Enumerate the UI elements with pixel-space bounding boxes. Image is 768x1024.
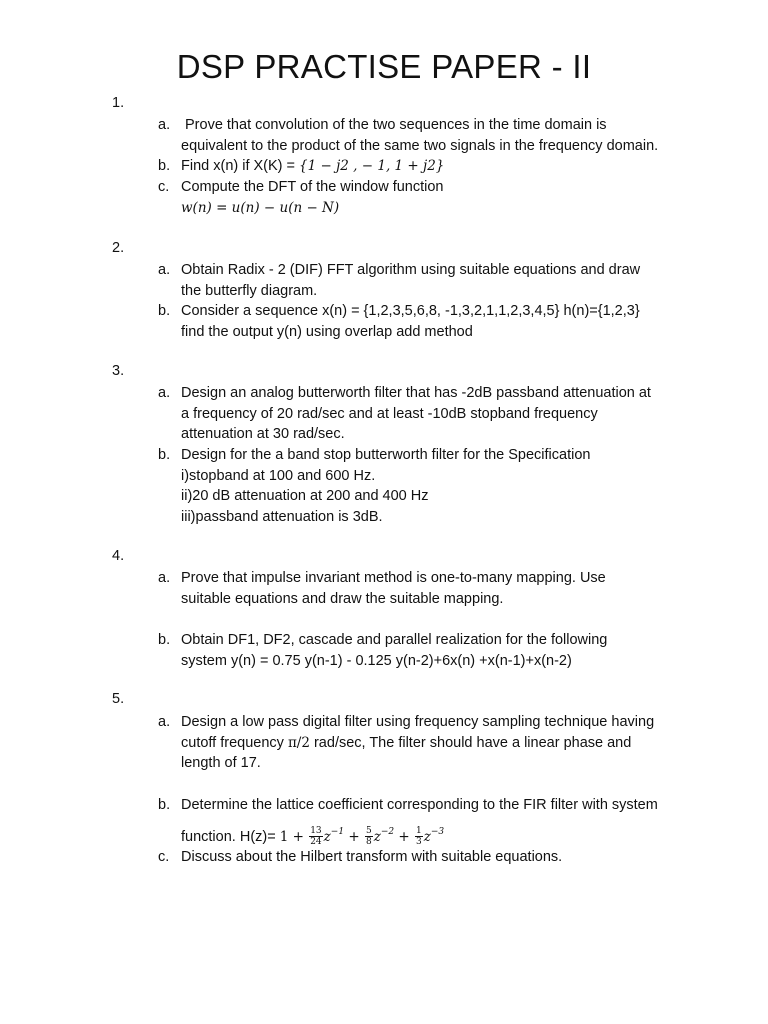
- item-line: Discuss about the Hilbert transform with suitable equations.: [181, 849, 563, 865]
- page-title: DSP PRACTISE PAPER - II: [176, 48, 592, 85]
- question-1c: [158, 177, 698, 218]
- question-4a: [158, 568, 698, 609]
- item-line: i)stopband at 100 and 600 Hz.: [181, 467, 376, 484]
- math-term: z: [373, 828, 381, 845]
- item-text: Find x(n) if X(K) =: [181, 158, 300, 174]
- math-expression: π/2: [287, 734, 310, 751]
- item-line: Prove that convolution of the two sequences in the time domain is: [185, 117, 607, 133]
- item-line: find the output y(n) using overlap add method: [181, 323, 473, 340]
- math-term: 1 +: [279, 828, 309, 845]
- item-letter: a.: [158, 262, 171, 278]
- item-line: Obtain Radix - 2 (DIF) FFT algorithm using suitable equations and draw: [181, 262, 641, 278]
- item-line: Obtain DF1, DF2, cascade and parallel realization for the following: [181, 632, 608, 648]
- item-letter: a.: [158, 117, 171, 133]
- item-line: [181, 733, 698, 754]
- fraction: $\frac{1}{3}$: [416, 826, 422, 848]
- question-2a: [158, 260, 698, 301]
- item-line: Design a low pass digital filter using frequency sampling technique having: [181, 714, 655, 730]
- item-line: Design for the a band stop butterworth filter for the Specification: [181, 447, 591, 463]
- item-line: ii)20 dB attenuation at 200 and 400 Hz: [181, 488, 429, 505]
- question-5b: [158, 795, 698, 849]
- math-term: +: [344, 828, 364, 845]
- fraction: $\frac{13}{24}$: [310, 826, 322, 848]
- item-letter: b.: [158, 797, 171, 813]
- exponent: −2: [380, 826, 395, 837]
- question-3b: [158, 445, 698, 527]
- item-line: suitable equations and draw the suitable mapping.: [181, 590, 504, 607]
- item-line: system y(n) = 0.75 y(n-1) - 0.125 y(n-2)+6x(n) +x(n-1)+x(n-2): [181, 652, 572, 669]
- item-letter: b.: [158, 303, 171, 319]
- question-5a: [158, 712, 698, 774]
- item-line: Consider a sequence x(n) = {1,2,3,5,6,8, -1,3,2,1,1,2,3,4,5} h(n)={1,2,3}: [181, 303, 640, 319]
- item-line: Determine the lattice coefficient corresponding to the FIR filter with system: [181, 797, 658, 813]
- question-1b: [158, 156, 698, 177]
- item-line: length of 17.: [181, 755, 261, 772]
- item-line: [181, 156, 698, 177]
- question-4b: [158, 630, 698, 671]
- question-1a: [158, 115, 698, 156]
- item-letter: a.: [158, 714, 171, 730]
- item-line: attenuation at 30 rad/sec.: [181, 426, 345, 443]
- question-2b: [158, 301, 698, 342]
- item-letter: b.: [158, 447, 171, 463]
- question-5c: [158, 847, 698, 868]
- item-line: a frequency of 20 rad/sec and at least -10dB stopband frequency: [181, 405, 598, 422]
- math-expression: {1 − j2 , − 1, 1 + j2}: [299, 158, 445, 174]
- question-number-1: 1.: [112, 95, 125, 111]
- item-line: the butterfly diagram.: [181, 282, 318, 299]
- item-letter: a.: [158, 570, 171, 586]
- question-number-5: 5.: [112, 691, 125, 707]
- exponent: −1: [330, 826, 345, 837]
- exponent: −3: [430, 826, 445, 837]
- item-line: Prove that impulse invariant method is one-to-many mapping. Use: [181, 570, 606, 586]
- item-letter: c.: [158, 179, 170, 195]
- item-line: [181, 820, 698, 849]
- item-letter: a.: [158, 385, 171, 401]
- item-line: iii)passband attenuation is 3dB.: [181, 508, 383, 525]
- item-letter: b.: [158, 632, 171, 648]
- item-text: cutoff frequency: [181, 734, 288, 751]
- math-expression: w(n) = u(n) − u(n − N): [181, 199, 340, 216]
- question-3a: [158, 383, 698, 445]
- item-line: equivalent to the product of the same two signals in the frequency domain.: [181, 137, 659, 154]
- item-letter: c.: [158, 849, 170, 865]
- item-line: Compute the DFT of the window function: [181, 179, 444, 195]
- math-term: +: [394, 828, 415, 845]
- item-text: function. H(z)=: [181, 828, 280, 845]
- item-text: rad/sec, The filter should have a linear phase and: [309, 734, 632, 751]
- question-number-3: 3.: [112, 363, 125, 379]
- math-term: z: [423, 828, 431, 845]
- math-term: z: [323, 828, 331, 845]
- question-number-2: 2.: [112, 240, 125, 256]
- item-line: Design an analog butterworth filter that has -2dB passband attenuation at: [181, 385, 651, 401]
- question-number-4: 4.: [112, 548, 125, 564]
- fraction: $\frac{5}{8}$: [365, 826, 372, 848]
- item-letter: b.: [158, 158, 171, 174]
